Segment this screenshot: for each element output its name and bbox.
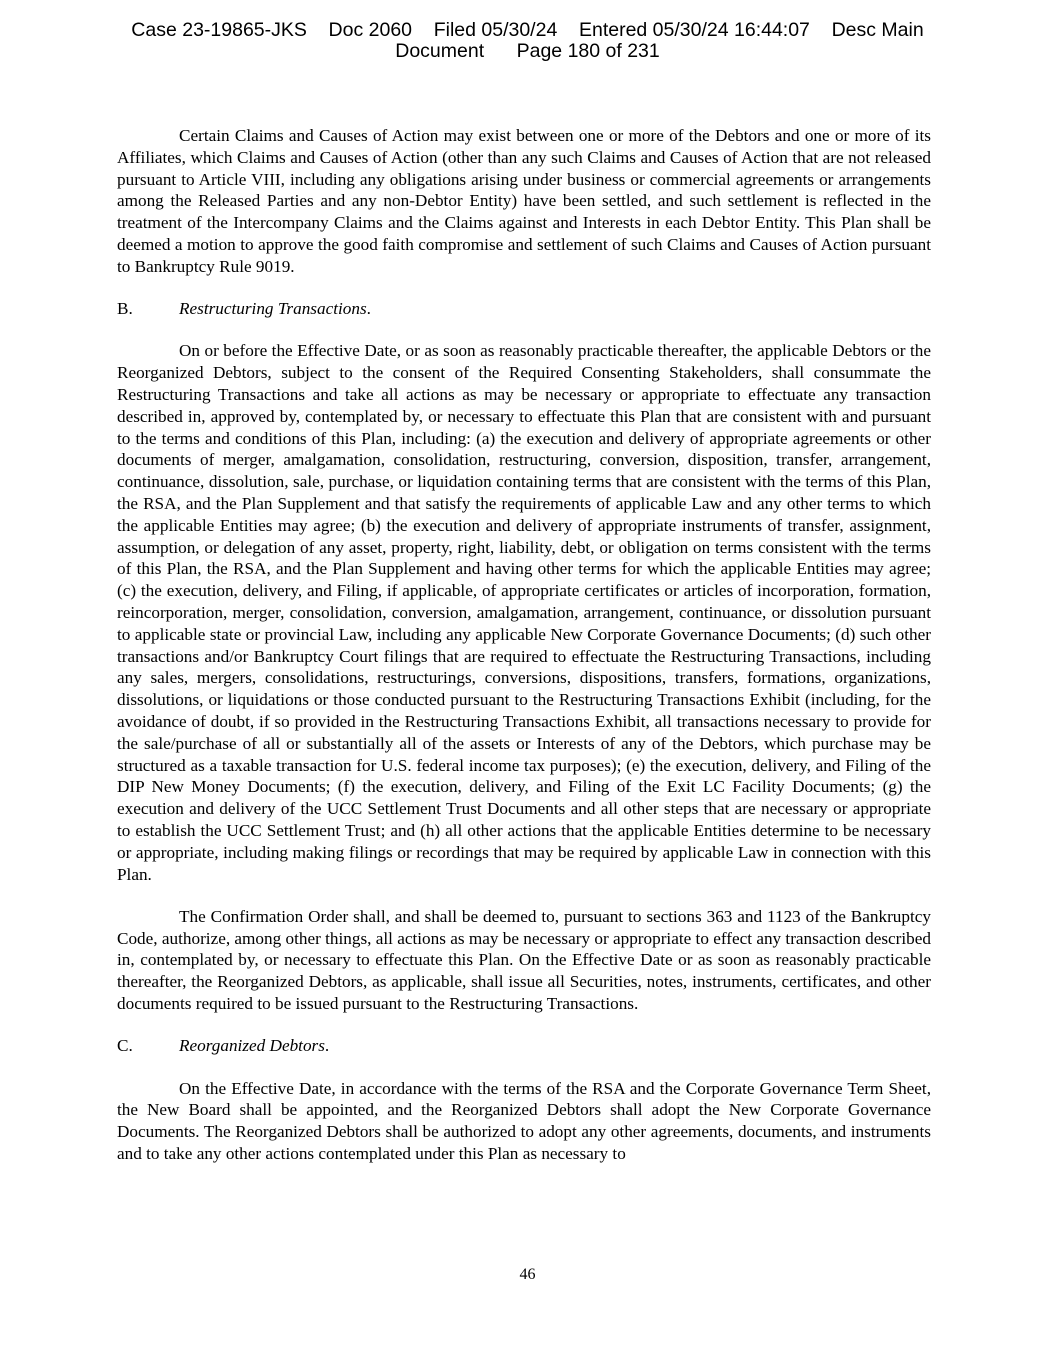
section-heading-c [117,1035,931,1057]
paragraph-intercompany-settlement: Certain Claims and Causes of Action may exist between one or more of the Debtors and one or more of its Affiliates, which Claims and Causes of Action (other than any such Claims and Causes of Action that are not released pursuant to Article VIII, including any obligations arising under business or commercial agreements or arrangements among the Released Parties and any non-Debtor Entity) have been settled, and such settlement is reflected in the treatment of the Intercompany Claims and the Claims against and Interests in each Debtor Entity. This Plan shall be deemed a motion to approve the good faith compromise and settlement of such Claims and Causes of Action pursuant to Bankruptcy Rule 9019. [117,126,931,276]
paragraph-restructuring-transactions: On or before the Effective Date, or as soon as reasonably practicable thereafter, the applicable Debtors or the Reorganized Debtors, subject to the consent of the Required Consenting Stakeholders, shall consummate the Restructuring Transactions and take all actions as may be necessary or appropriate to effectuate any transaction described in, approved by, contemplated by, or necessary to effectuate this Plan that are consistent with and pursuant to the terms and conditions of this Plan, including: (a) the execution and delivery of appropriate agreements or other documents of merger, amalgamation, consolidation, restructuring, conversion, disposition, transfer, arrangement, continuance, dissolution, sale, purchase, or liquidation containing terms that are consistent with the terms of this Plan, the RSA, and the Plan Supplement and that satisfy the requirements of applicable Law and any other terms to which the applicable Entities may agree; (b) the execution and delivery of appropriate instruments of transfer, assignment, assumption, or delegation of any asset, property, right, liability, debt, or obligation on terms consistent with the terms of this Plan, the RSA, and the Plan Supplement and having other terms for which the applicable Entities may agree; (c) the execution, delivery, and Filing, if applicable, of appropriate certificates or articles of incorporation, formation, reincorporation, merger, consolidation, conversion, amalgamation, arrangement, continuance, or dissolution pursuant to applicable state or provincial Law, including any applicable New Corporate Governance Documents; (d) such other transactions and/or Bankruptcy Court filings that are required to effectuate the Restructuring Transactions, including any sales, mergers, consolidations, restructurings, conversions, dispositions, transfers, formations, organizations, dissolutions, or liquidations or those conducted pursuant to the Restructuring Transactions Exhibit (including, for the avoidance of doubt, if so provided in the Restructuring Transactions Exhibit, all transactions necessary to provide for the sale/purchase of all or substantially all of the assets or Interests of any of the Debtors, which purchase may be structured as a taxable transaction for U.S. federal income tax purposes); (e) the execution, delivery, and Filing of the DIP New Money Documents; (f) the execution, delivery, and Filing of the Exit LC Facility Documents; (g) the execution and delivery of the UCC Settlement Trust Documents and all other steps that are necessary or appropriate to establish the UCC Settlement Trust; and (h) all other actions that the applicable Entities determine to be necessary or appropriate, including making filings or recordings that may be required by applicable Law in connection with this Plan. [117,341,931,884]
section-title-period: . [324,1036,330,1056]
paragraph-reorganized-debtors: On the Effective Date, in accordance with the terms of the RSA and the Corporate Governance Term Sheet, the New Board shall be appointed, and the Reorganized Debtors shall adopt the New Corporate Governance Documents. The Reorganized Debtors shall be authorized to adopt any other agreements, documents, and instruments and to take any other actions contemplated under this Plan as necessary to [117,1078,931,1163]
section-number: B. [117,299,133,319]
section-title: Reorganized Debtors [179,1036,325,1056]
page-number: 46 [519,1266,536,1283]
section-heading-b [117,298,931,320]
paragraph-confirmation-order: The Confirmation Order shall, and shall be deemed to, pursuant to sections 363 and 1123 of the Bankruptcy Code, authorize, among other things, all actions as may be necessary or appropriate to effect any transaction described in, contemplated by, or necessary to effectuate this Plan. On the Effective Date or as soon as reasonably practicable thereafter, the Reorganized Debtors, as applicable, shall issue all Securities, notes, instruments, certificates, and other documents required to be issued pursuant to the Restructuring Transactions. [117,906,931,1013]
filing-header-line-2: Document Page 180 of 231 [395,40,660,62]
document-body [117,125,931,1185]
section-number: C. [117,1036,133,1056]
filing-header-line-1: Case 23-19865-JKS Doc 2060 Filed 05/30/24 Entered 05/30/24 16:44:07 Desc Main [131,19,924,41]
section-title: Restructuring Transactions [179,299,367,319]
court-filing-header [0,20,1055,62]
section-title-period: . [366,299,371,319]
